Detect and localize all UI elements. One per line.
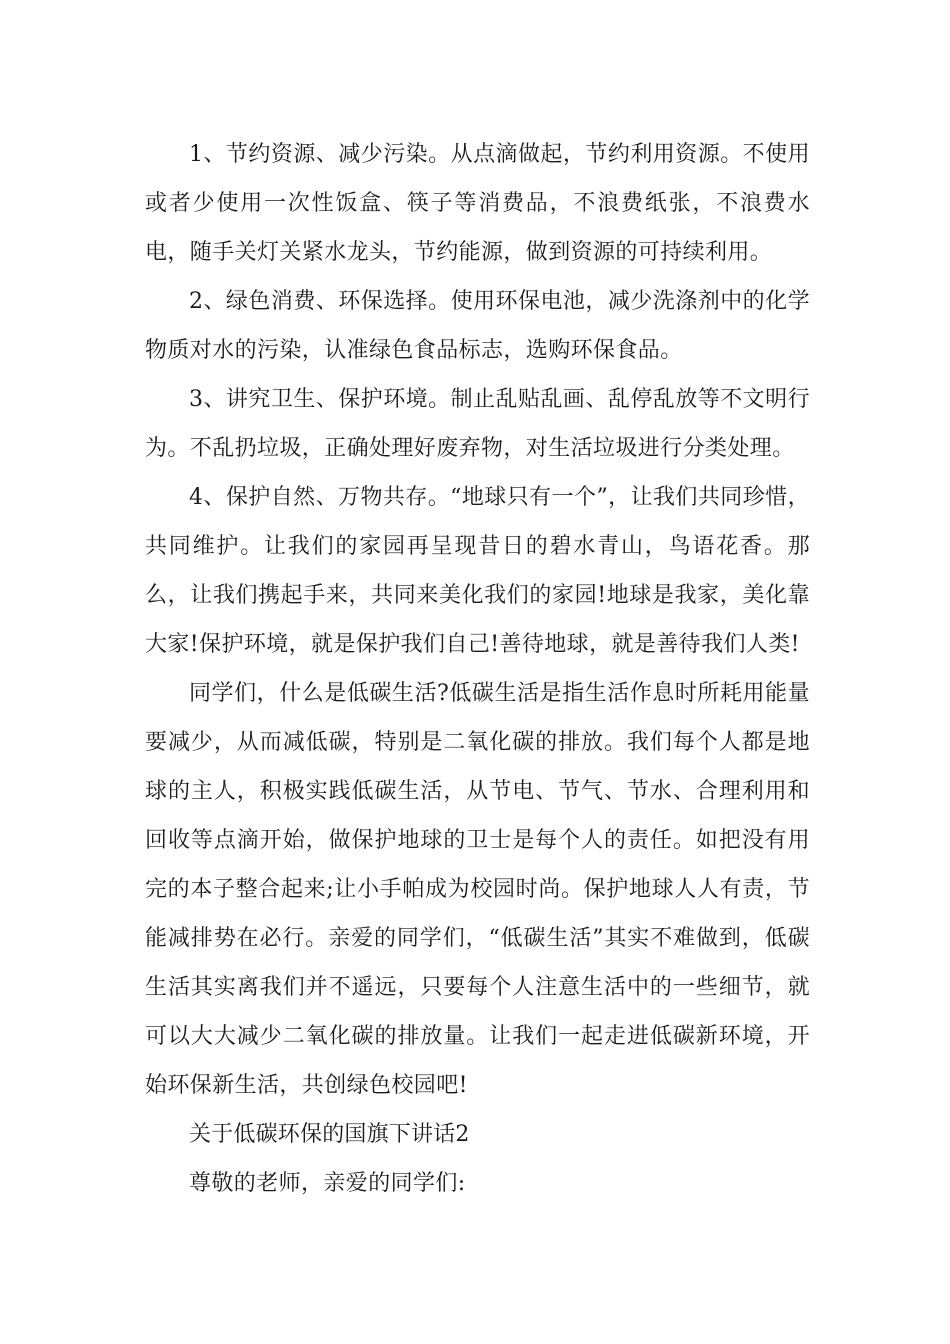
- paragraph-green-consumption: 2、绿色消费、环保选择。使用环保电池，减少洗涤剂中的化学物质对水的污染，认准绿色食品标志，选购环保食品。: [145, 289, 810, 363]
- paragraph-hygiene-environment: 3、讲究卫生、保护环境。制止乱贴乱画、乱停乱放等不文明行为。不乱扔垃圾，正确处理好废弃物，对生活垃圾进行分类处理。: [145, 387, 810, 461]
- paragraph-conserve-resources: 1、节约资源、减少污染。从点滴做起，节约利用资源。不使用或者少使用一次性饭盒、筷子等消费品，不浪费纸张，不浪费水电，随手关灯关紧水龙头，节约能源，做到资源的可持续利用。: [145, 142, 810, 265]
- paragraph-protect-nature: 4、保护自然、万物共存。“地球只有一个”，让我们共同珍惜，共同维护。让我们的家园再呈现昔日的碧水青山，鸟语花香。那么，让我们携起手来，共同来美化我们的家园!地球是我家，美化靠大家!保护环境，就是保护我们自己!善待地球，就是善待我们人类!: [145, 485, 810, 657]
- section-heading: 关于低碳环保的国旗下讲话2: [189, 1122, 470, 1147]
- paragraph-low-carbon-life: 同学们，什么是低碳生活?低碳生活是指生活作息时所耗用能量要减少，从而减低碳，特别是二氧化碳的排放。我们每个人都是地球的主人，积极实践低碳生活，从节电、节气、节水、合理利用和回收等点滴开始，做保护地球的卫士是每个人的责任。如把没有用完的本子整合起来;让小手帕成为校园时尚。保护地球人人有责，节能减排势在必行。亲爱的同学们，“低碳生活”其实不难做到，低碳生活其实离我们并不遥远，只要每个人注意生活中的一些细节，就可以大大减少二氧化碳的排放量。让我们一起走进低碳新环境，开始环保新生活，共创绿色校园吧!: [145, 681, 810, 1098]
- document-body: [145, 130, 810, 1208]
- salutation: 尊敬的老师，亲爱的同学们:: [189, 1171, 466, 1196]
